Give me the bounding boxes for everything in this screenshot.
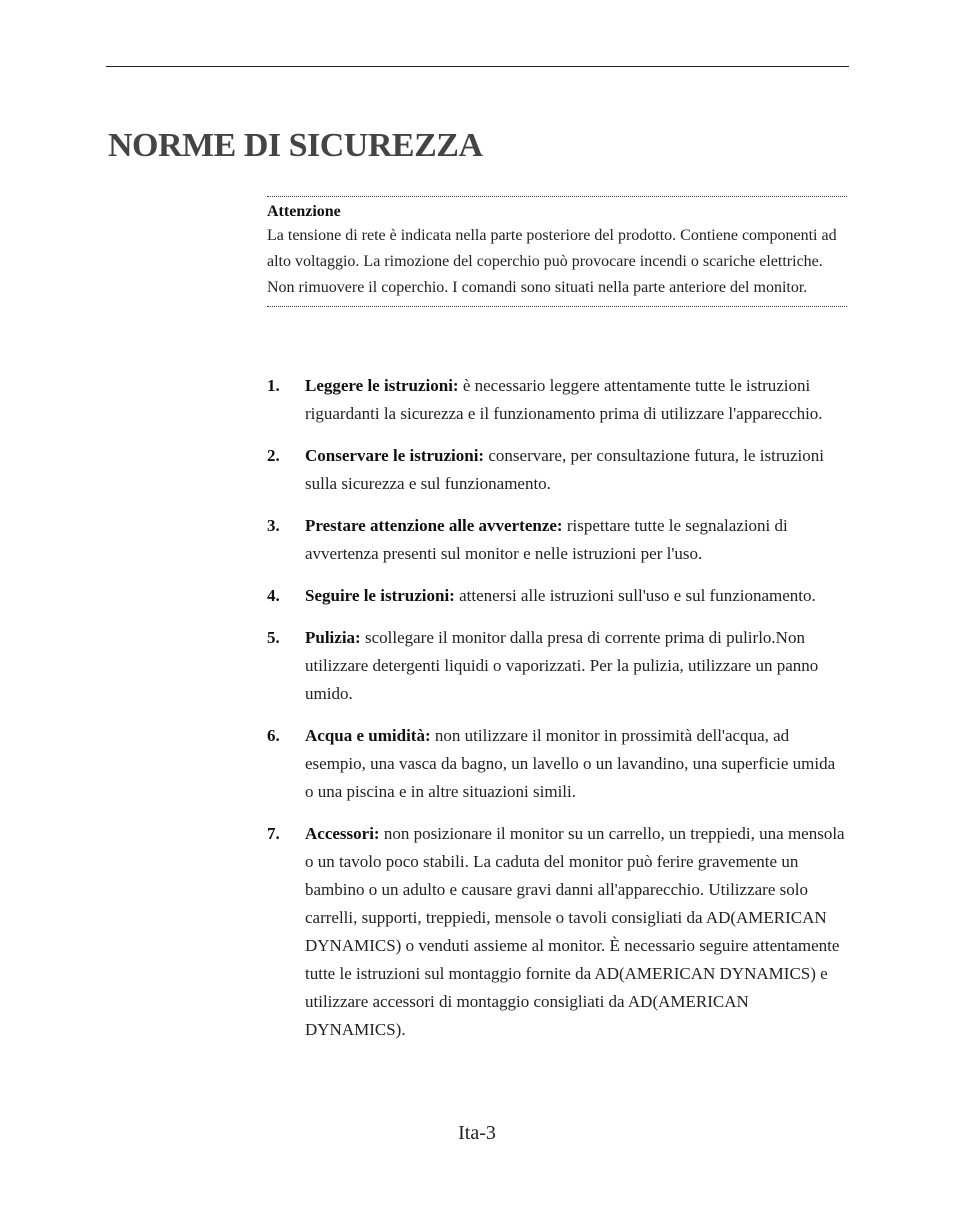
- item-text: conservare, per consultazione futura, le istruzioni sulla sicurezza e sul funzionamento.: [305, 446, 824, 493]
- list-item: [267, 372, 847, 428]
- list-item: [267, 820, 847, 1044]
- warning-text: La tensione di rete è indicata nella parte posteriore del prodotto. Contiene componenti ad alto voltaggio. La rimozione del coperchio può provocare incendi o scariche elettriche. Non rimuovere il coperchio. I comandi sono situati nella parte anteriore del monitor.: [267, 227, 837, 296]
- item-text: scollegare il monitor dalla presa di corrente prima di pulirlo.Non utilizzare detergenti liquidi o vaporizzati. Per la pulizia, utilizzare un panno umido.: [305, 628, 819, 703]
- item-label: Prestare attenzione alle avvertenze:: [305, 516, 563, 535]
- list-item: [267, 722, 847, 806]
- item-text: rispettare tutte le segnalazioni di avvertenza presenti sul monitor e nelle istruzioni per l'uso.: [305, 516, 788, 563]
- item-text: non posizionare il monitor su un carrello, un treppiedi, una mensola o un tavolo poco stabili. La caduta del monitor può ferire gravemente un bambino o un adulto e causare gravi danni all'apparecchio. Utilizzare solo carrelli, supporti, treppiedi, mensole o tavoli consigliati da AD(AMERICAN DYNAMICS) o venduti assieme al monitor. È necessario seguire attentamente tutte le istruzioni sul montaggio fornite da AD(AMERICAN DYNAMICS) e utilizzare accessori di montaggio consigliati da AD(AMERICAN DYNAMICS).: [305, 824, 845, 1039]
- item-text: è necessario leggere attentamente tutte le istruzioni riguardanti la sicurezza e il funzionamento prima di utilizzare l'apparecchio.: [305, 376, 823, 423]
- item-label: Seguire le istruzioni:: [305, 586, 455, 605]
- item-label: Acqua e umidità:: [305, 726, 431, 745]
- item-label: Conservare le istruzioni:: [305, 446, 485, 465]
- item-number: 5.: [267, 628, 280, 647]
- page-number: Ita-3: [458, 1122, 496, 1144]
- safety-rules-list: [267, 372, 847, 1058]
- warning-title: Attenzione: [267, 203, 341, 220]
- item-label: Accessori:: [305, 824, 380, 843]
- list-item: [267, 624, 847, 708]
- item-number: 7.: [267, 824, 280, 843]
- item-number: 6.: [267, 726, 280, 745]
- list-item: [267, 442, 847, 498]
- item-text: attenersi alle istruzioni sull'uso e sul funzionamento.: [454, 586, 816, 605]
- page-title: NORME DI SICUREZZA: [108, 127, 483, 164]
- item-label: Pulizia:: [305, 628, 361, 647]
- item-number: 2.: [267, 446, 280, 465]
- list-item: [267, 512, 847, 568]
- item-label: Leggere le istruzioni:: [305, 376, 459, 395]
- header-rule: [106, 66, 849, 67]
- item-text: non utilizzare il monitor in prossimità dell'acqua, ad esempio, una vasca da bagno, un lavello o un lavandino, una superficie umida o una piscina e in altre situazioni simili.: [305, 726, 836, 801]
- item-number: 3.: [267, 516, 280, 535]
- item-number: 1.: [267, 376, 280, 395]
- item-number: 4.: [267, 586, 280, 605]
- warning-box: [267, 196, 847, 307]
- list-item: [267, 582, 847, 610]
